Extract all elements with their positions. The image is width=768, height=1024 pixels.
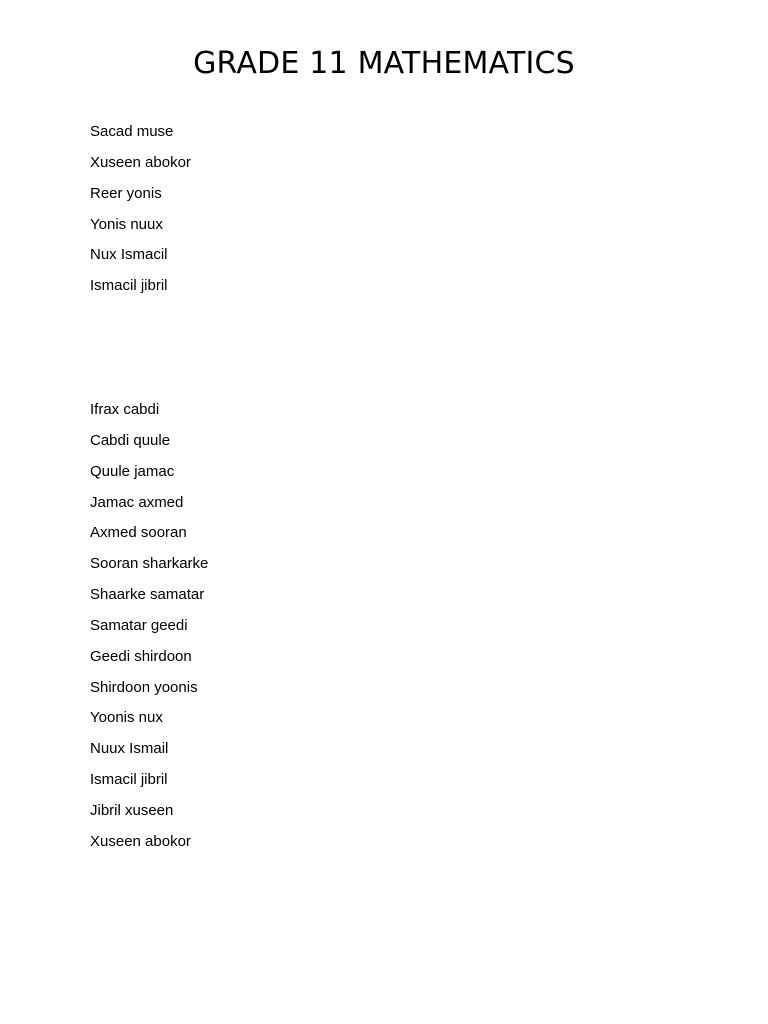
list-item: Reer yonis [90, 184, 162, 202]
list-item: Yoonis nux [90, 709, 163, 727]
list-item: Ifrax cabdi [90, 401, 160, 418]
list-item: Xuseen abokor [90, 832, 191, 850]
name-list-group-1 [90, 122, 191, 307]
list-item: Ismacil jibril [90, 277, 168, 295]
name-list-group-2 [90, 400, 208, 863]
list-item: Cabdi quule [90, 431, 171, 449]
list-item: Sooran sharkarke [90, 555, 209, 573]
list-item: Nux Ismacil [90, 246, 168, 264]
list-item: Jamac axmed [90, 493, 184, 511]
list-item: Xuseen abokor [90, 153, 191, 171]
list-item: Geedi shirdoon [90, 647, 192, 665]
list-item: Shirdoon yoonis [90, 678, 198, 696]
list-item: Shaarke samatar [90, 586, 205, 604]
list-item: Sacad muse [90, 123, 174, 140]
document-title: GRADE 11 MATHEMATICS [193, 46, 575, 81]
list-item: Ismacil jibril [90, 771, 168, 789]
list-item: Jibril xuseen [90, 801, 174, 819]
list-item: Quule jamac [90, 462, 175, 480]
list-item: Samatar geedi [90, 616, 188, 634]
list-item: Yonis nuux [90, 215, 163, 233]
list-item: Axmed sooran [90, 524, 187, 542]
list-item: Nuux Ismail [90, 740, 169, 758]
